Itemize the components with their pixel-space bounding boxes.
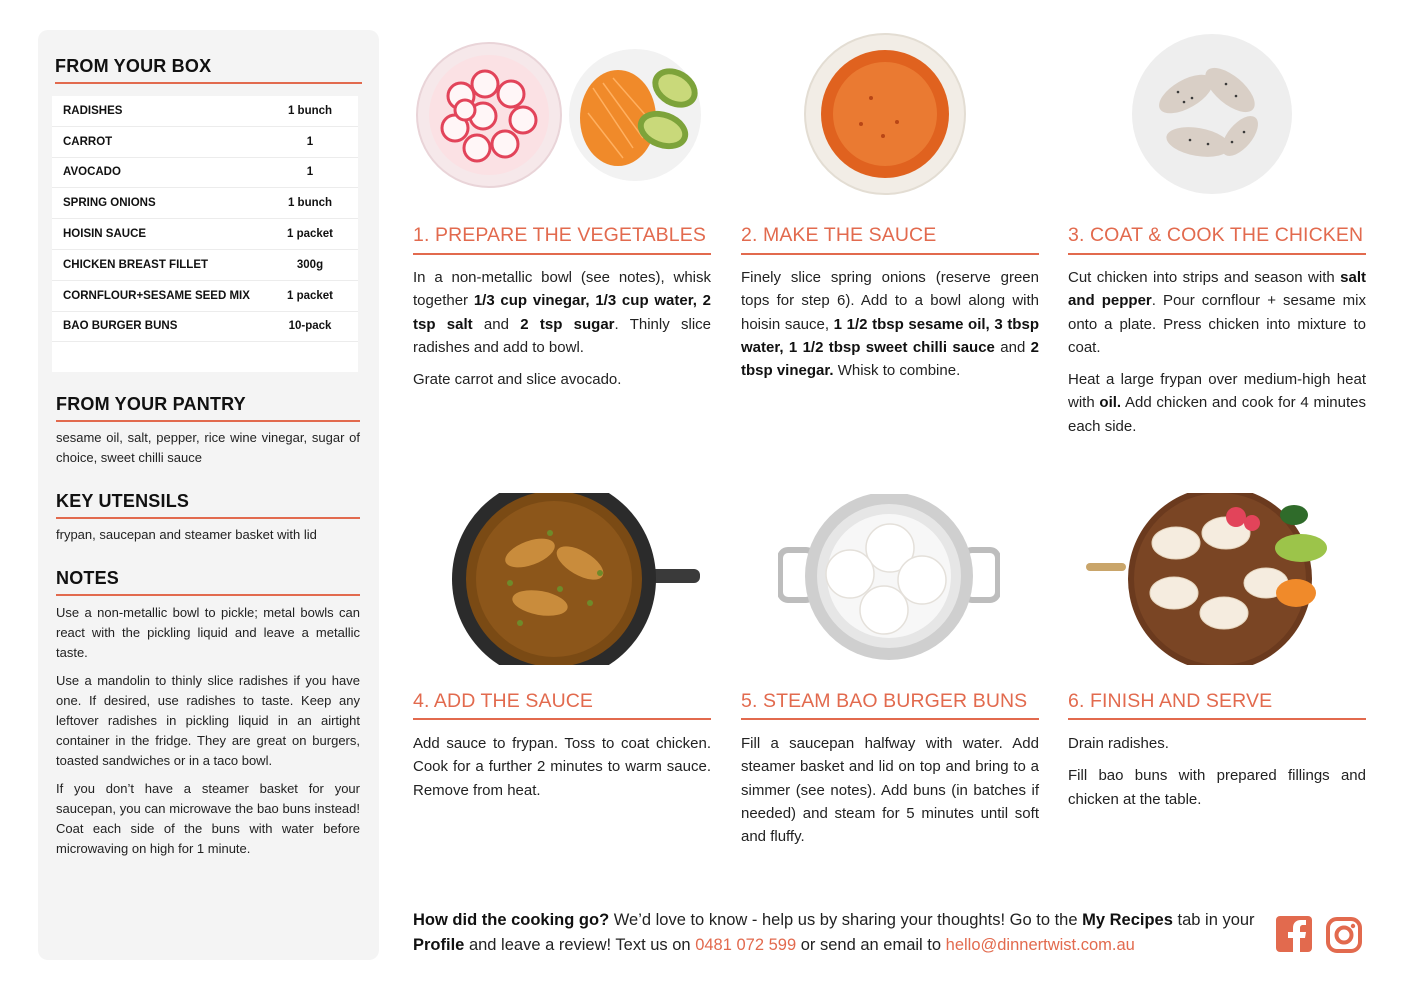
step-paragraph: Drain radishes. bbox=[1068, 735, 1169, 752]
section-divider bbox=[1068, 253, 1366, 255]
step-paragraph bbox=[1068, 266, 1366, 359]
from-your-pantry-title: FROM YOUR PANTRY bbox=[56, 394, 246, 414]
feedback-question: How did the cooking go? bbox=[413, 911, 610, 929]
text: Finely slice spring onions (reserve green tops for step 6). Add to a bowl along with hoisin sauce, bbox=[741, 269, 1039, 333]
step-5-body bbox=[741, 732, 1039, 857]
table-row bbox=[52, 158, 358, 189]
text: In a non-metallic bowl (see notes), whisk together bbox=[413, 269, 711, 310]
sidebar bbox=[38, 30, 379, 960]
step-paragraph bbox=[413, 266, 711, 359]
section-divider bbox=[1068, 718, 1366, 720]
ingredients-table bbox=[52, 96, 358, 372]
ingredient-name: AVOCADO bbox=[63, 166, 121, 179]
text: Heat a large frypan over medium-high heat with bbox=[1068, 371, 1366, 412]
table-row bbox=[52, 127, 358, 158]
feedback-footer bbox=[413, 908, 1263, 958]
text: Cut chicken into strips and season with bbox=[1068, 269, 1341, 286]
ingredient-qty: 1 packet bbox=[286, 289, 334, 302]
section-divider bbox=[56, 517, 360, 519]
step-paragraph bbox=[741, 266, 1039, 382]
text: Add chicken and cook for 4 minutes each side. bbox=[1068, 394, 1366, 435]
section-divider bbox=[741, 718, 1039, 720]
pantry-text: sesame oil, salt, pepper, rice wine vinegar, sugar of choice, sweet chilli sauce bbox=[56, 430, 360, 465]
section-divider bbox=[56, 594, 360, 596]
section-divider bbox=[413, 718, 711, 720]
ingredient-qty: 10-pack bbox=[288, 320, 332, 333]
instagram-icon[interactable] bbox=[1325, 916, 1363, 954]
ingredient-qty: 1 bbox=[306, 166, 314, 179]
step-6-body bbox=[1068, 732, 1366, 820]
section-divider bbox=[413, 253, 711, 255]
bold-text: salt and pepper bbox=[1068, 269, 1366, 310]
bold-text: 1 1/2 tbsp sesame oil, 3 tbsp water, 1 1/2 tbsp sweet chilli sauce bbox=[741, 315, 1039, 356]
text: . Pour cornflour + sesame mix onto a plate. Press chicken into mixture to coat. bbox=[1068, 292, 1366, 356]
facebook-icon[interactable] bbox=[1276, 916, 1312, 952]
ingredient-name: SPRING ONIONS bbox=[63, 197, 156, 210]
ingredient-name: CARROT bbox=[63, 135, 113, 148]
notes-title: NOTES bbox=[56, 568, 120, 588]
step-paragraph bbox=[1068, 368, 1366, 438]
text: and bbox=[994, 338, 1031, 356]
step-paragraph: Fill bao buns with prepared fillings and chicken at the table. bbox=[1068, 767, 1366, 808]
from-your-box-title: FROM YOUR BOX bbox=[55, 56, 212, 76]
ingredient-name: HOISIN SAUCE bbox=[63, 228, 147, 241]
bold-text: 2 tbsp vinegar. bbox=[741, 338, 1039, 380]
ingredient-qty: 1 packet bbox=[286, 228, 334, 241]
phone-link[interactable]: 0481 072 599 bbox=[695, 936, 797, 954]
table-row bbox=[52, 281, 358, 312]
text: and leave a review! Text us on bbox=[464, 936, 696, 954]
bold-text: 2 tsp sugar bbox=[520, 315, 615, 333]
step-4-body bbox=[413, 732, 711, 811]
note-paragraph: Use a mandolin to thinly slice radishes if you have one. If desired, use radishes to taste. Keep any leftover radishes in pickling liquid in an airtight container in the fridge. They are great on burgers, toasted sandwiches or in a taco bowl. bbox=[56, 673, 360, 768]
step-1-title: 1. PREPARE THE VEGETABLES bbox=[413, 224, 706, 246]
ingredient-name: RADISHES bbox=[63, 104, 123, 117]
ingredient-qty: 1 bbox=[306, 135, 314, 148]
section-divider bbox=[56, 420, 360, 422]
utensils-text: frypan, saucepan and steamer basket with lid bbox=[56, 527, 317, 542]
my-recipes-label: My Recipes bbox=[1082, 911, 1173, 929]
vegetables-photo bbox=[413, 38, 708, 193]
step-3-title: 3. COAT & COOK THE CHICKEN bbox=[1068, 224, 1364, 246]
step-paragraph: Fill a saucepan halfway with water. Add steamer basket and lid on top and bring to a simmer (see notes). Add buns (in batches if needed) and steam for 5 minutes until soft and fluffy. bbox=[741, 735, 1039, 846]
table-row bbox=[52, 250, 358, 281]
frypan-photo bbox=[450, 493, 705, 665]
text: or send an email to bbox=[796, 936, 946, 954]
ingredient-name: BAO BURGER BUNS bbox=[63, 320, 178, 333]
steamer-photo bbox=[778, 494, 1000, 666]
ingredient-name: CHICKEN BREAST FILLET bbox=[63, 258, 209, 271]
section-divider bbox=[55, 82, 362, 84]
ingredient-qty: 300g bbox=[296, 258, 324, 271]
notes-text bbox=[56, 603, 360, 867]
text: We’d love to know - help us by sharing your thoughts! Go to the bbox=[609, 911, 1083, 929]
table-row bbox=[52, 96, 358, 127]
text: Whisk to combine. bbox=[833, 362, 961, 380]
bold-text: oil. bbox=[1099, 394, 1122, 412]
ingredient-qty: 1 bunch bbox=[287, 104, 333, 117]
key-utensils-title: KEY UTENSILS bbox=[56, 491, 190, 511]
step-3-body bbox=[1068, 266, 1366, 447]
serving-photo bbox=[1086, 493, 1356, 665]
text: and bbox=[472, 315, 521, 333]
table-row bbox=[52, 188, 358, 219]
ingredient-qty: 1 bunch bbox=[287, 197, 333, 210]
ingredient-name: CORNFLOUR+SESAME SEED MIX bbox=[63, 289, 250, 302]
step-1-body bbox=[413, 266, 711, 400]
step-paragraph: Grate carrot and slice avocado. bbox=[413, 371, 622, 389]
text: . Thinly slice radishes and add to bowl. bbox=[413, 315, 711, 356]
step-4-title: 4. ADD THE SAUCE bbox=[413, 690, 594, 712]
bold-text: 1/3 cup vinegar, 1/3 cup water, 2 tsp salt bbox=[413, 292, 711, 333]
step-5-title: 5. STEAM BAO BURGER BUNS bbox=[741, 690, 1028, 712]
step-6-title: 6. FINISH AND SERVE bbox=[1068, 690, 1273, 712]
sauce-photo bbox=[801, 32, 969, 197]
step-2-title: 2. MAKE THE SAUCE bbox=[741, 224, 937, 246]
step-2-body bbox=[741, 266, 1039, 391]
profile-label: Profile bbox=[413, 936, 465, 954]
table-row bbox=[52, 312, 358, 343]
note-paragraph: If you don’t have a steamer basket for your saucepan, you can microwave the bao buns instead! Coat each side of the buns with water before microwaving on high for 1 minute. bbox=[56, 781, 360, 856]
email-link[interactable]: hello@dinnertwist.com.au bbox=[945, 936, 1135, 954]
chicken-photo bbox=[1128, 32, 1296, 197]
section-divider bbox=[741, 253, 1039, 255]
step-paragraph: Add sauce to frypan. Toss to coat chicken. Cook for a further 2 minutes to warm sauce. Remove from heat. bbox=[413, 735, 711, 799]
text: tab in your bbox=[1172, 911, 1255, 929]
note-paragraph: Use a non-metallic bowl to pickle; metal bowls can react with the pickling liquid and leave a metallic taste. bbox=[56, 605, 360, 660]
table-row bbox=[52, 219, 358, 250]
